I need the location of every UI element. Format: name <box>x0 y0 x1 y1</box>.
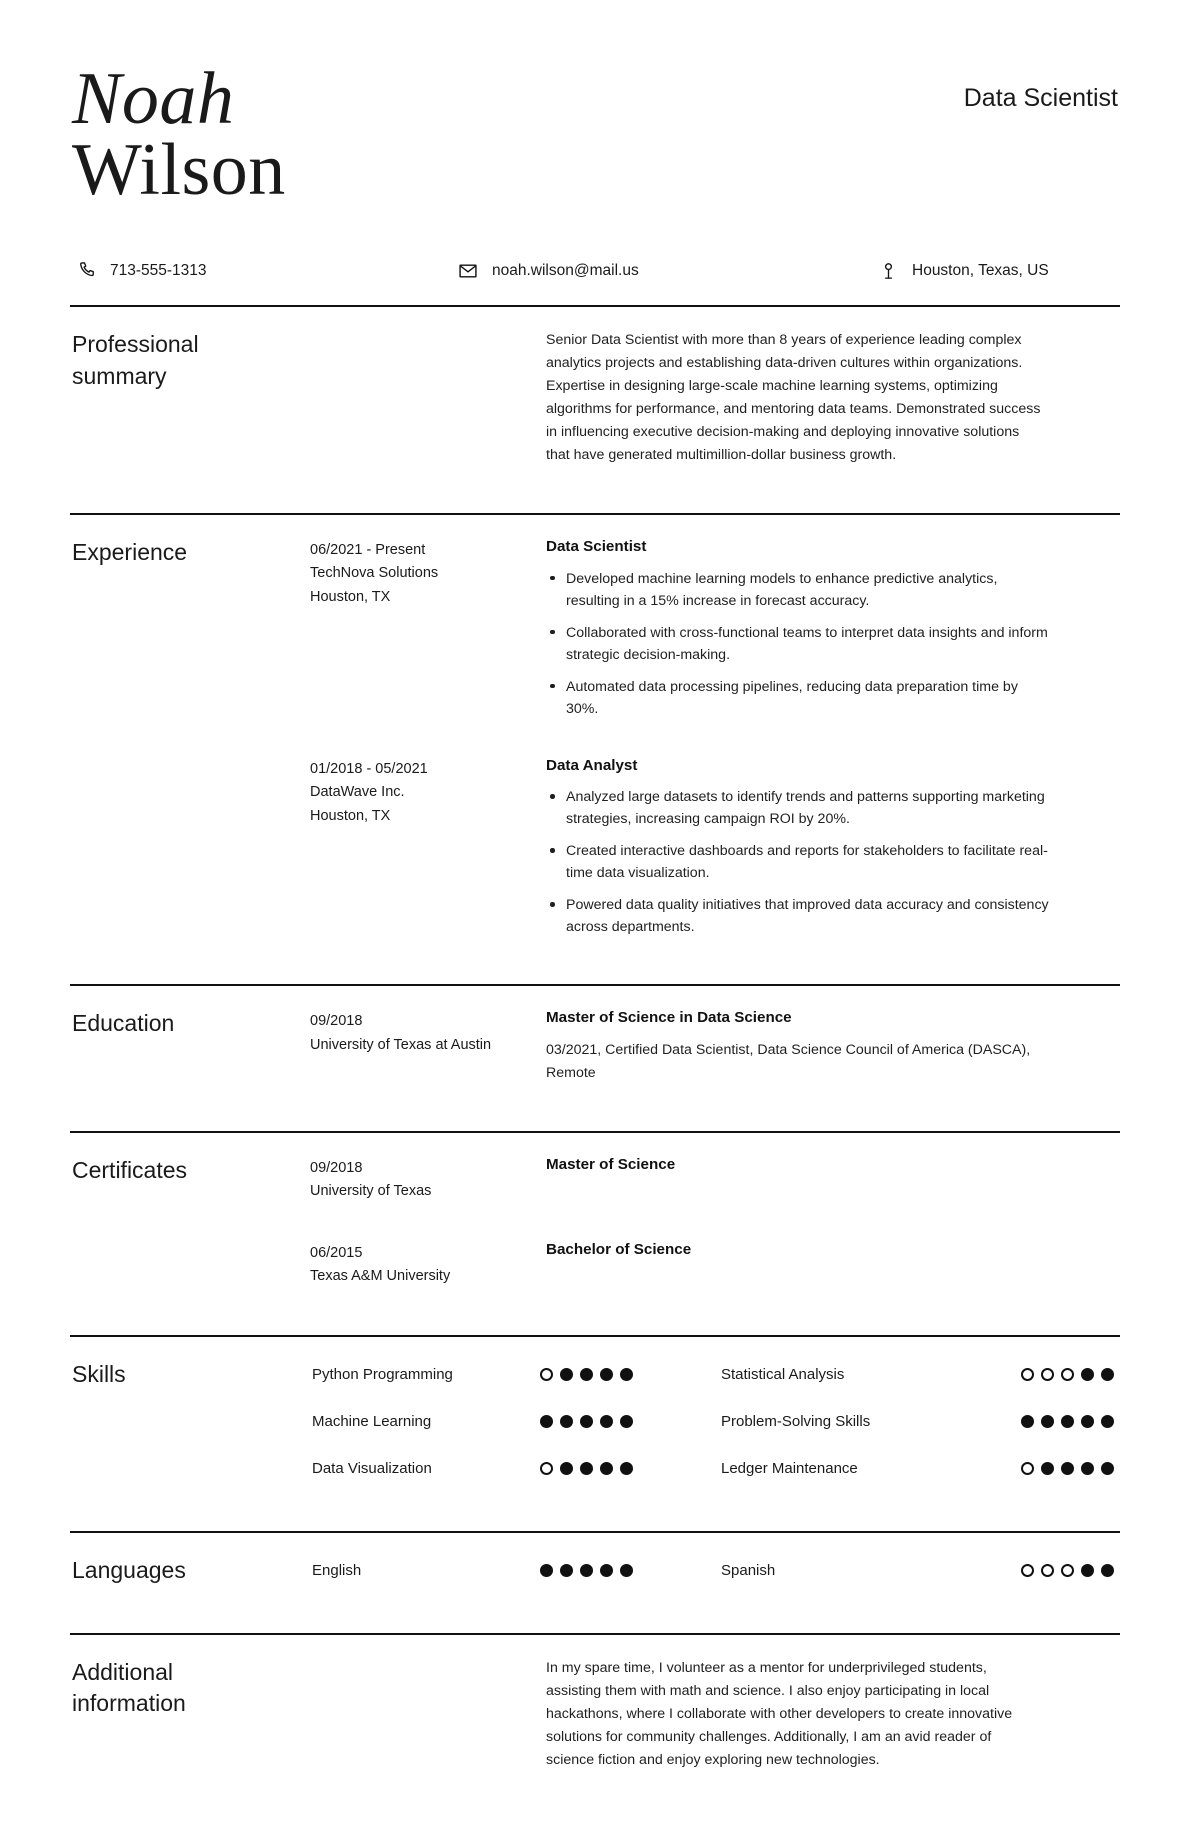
rating-dot-filled <box>560 1415 573 1428</box>
skill-rating <box>540 1462 715 1475</box>
languages-column-right <box>715 1555 1120 1587</box>
certificate-entry <box>310 1240 1120 1289</box>
rating-dot-filled <box>580 1462 593 1475</box>
experience-entry <box>310 756 1120 939</box>
rating-dot-filled <box>1061 1415 1074 1428</box>
rating-dot-filled <box>620 1368 633 1381</box>
skill-row <box>715 1359 1120 1391</box>
languages-column-left <box>310 1555 715 1587</box>
experience-company: DataWave Inc. <box>310 784 405 801</box>
education-degree: Master of Science in Data Science <box>546 1009 792 1027</box>
skill-label: Statistical Analysis <box>721 1366 845 1384</box>
rating-dot-filled <box>580 1415 593 1428</box>
experience-dates: 06/2021 - Present <box>310 541 426 558</box>
language-row <box>310 1555 715 1587</box>
rating-dot-filled <box>1101 1462 1114 1475</box>
skill-row <box>310 1406 715 1438</box>
rating-dot-filled <box>580 1368 593 1381</box>
skill-label: Python Programming <box>312 1366 453 1384</box>
skill-label: Problem-Solving Skills <box>721 1413 871 1431</box>
section-title-education: Education <box>72 1010 175 1037</box>
skill-row <box>715 1406 1120 1438</box>
rating-dot-filled <box>560 1462 573 1475</box>
section-title-languages: Languages <box>72 1556 186 1583</box>
rating-dot-filled <box>560 1564 573 1577</box>
resume-header <box>70 58 1120 212</box>
skills-column-left <box>310 1359 715 1485</box>
rating-dot-empty <box>1061 1368 1074 1381</box>
rating-dot-empty <box>1021 1462 1034 1475</box>
rating-dot-filled <box>600 1462 613 1475</box>
bullet-item: Powered data quality initiatives that improved data accuracy and consistency across departments. <box>546 894 1051 938</box>
experience-entry <box>310 537 1120 720</box>
section-languages <box>70 1533 1120 1609</box>
experience-bullets <box>546 568 1120 720</box>
experience-meta <box>310 537 542 720</box>
last-name: Wilson <box>72 129 286 212</box>
bullet-item: Analyzed large datasets to identify trends and patterns supporting marketing strategies, increasing campaign ROI by 20%. <box>546 786 1051 830</box>
certificate-degree: Master of Science <box>546 1155 676 1173</box>
rating-dot-filled <box>600 1564 613 1577</box>
bullet-item: Collaborated with cross-functional teams to interpret data insights and inform strategic decision-making. <box>546 622 1051 666</box>
certificate-meta <box>310 1240 542 1289</box>
contact-row <box>70 261 1120 281</box>
rating-dot-filled <box>1081 1415 1094 1428</box>
rating-dot-filled <box>1041 1462 1054 1475</box>
additional-title-line2: information <box>72 1690 186 1717</box>
rating-dot-filled <box>620 1564 633 1577</box>
rating-dot-filled <box>1061 1462 1074 1475</box>
language-label: English <box>312 1562 362 1580</box>
language-rating <box>540 1564 715 1577</box>
education-school: University of Texas at Austin <box>310 1036 492 1053</box>
skill-rating <box>1021 1368 1120 1381</box>
rating-dot-filled <box>1041 1415 1054 1428</box>
skill-rating <box>540 1368 715 1381</box>
skills-column-right <box>715 1359 1120 1485</box>
skill-rating <box>540 1415 715 1428</box>
certificate-entry <box>310 1155 1120 1204</box>
phone-icon <box>76 261 96 281</box>
section-title-certificates: Certificates <box>72 1156 188 1183</box>
additional-title-line1: Additional <box>72 1658 174 1685</box>
skill-label: Machine Learning <box>312 1413 432 1431</box>
skill-row <box>310 1359 715 1391</box>
section-experience <box>70 515 1120 961</box>
language-row <box>715 1555 1120 1587</box>
rating-dot-empty <box>1021 1368 1034 1381</box>
rating-dot-filled <box>540 1564 553 1577</box>
summary-meta-spacer <box>310 329 542 331</box>
skill-label: Ledger Maintenance <box>721 1460 858 1478</box>
experience-role: Data Analyst <box>546 756 638 774</box>
job-title: Data Scientist <box>963 84 1118 112</box>
rating-dot-empty <box>1041 1564 1054 1577</box>
experience-bullets <box>546 786 1120 938</box>
education-detail: 03/2021, Certified Data Scientist, Data Science Council of America (DASCA), Remote <box>546 1042 1031 1081</box>
section-title-additional <box>70 1657 310 1772</box>
summary-title-line2: summary <box>72 362 167 389</box>
rating-dot-filled <box>540 1415 553 1428</box>
rating-dot-filled <box>620 1415 633 1428</box>
experience-role: Data Scientist <box>546 537 647 555</box>
contact-phone-value: 713-555-1313 <box>110 261 207 279</box>
additional-meta-spacer <box>310 1657 542 1659</box>
candidate-name <box>72 58 286 212</box>
section-title-summary <box>70 329 310 467</box>
rating-dot-filled <box>1101 1415 1114 1428</box>
location-pin-icon <box>878 261 898 281</box>
certificate-dates: 06/2015 <box>310 1244 363 1261</box>
section-title-skills: Skills <box>72 1360 126 1387</box>
bullet-item: Created interactive dashboards and reports for stakeholders to facilitate real-time data visualization. <box>546 840 1051 884</box>
bullet-item: Developed machine learning models to enhance predictive analytics, resulting in a 15% increase in forecast accuracy. <box>546 568 1051 612</box>
contact-email[interactable] <box>458 261 878 281</box>
certificate-school: Texas A&M University <box>310 1268 451 1285</box>
rating-dot-filled <box>1101 1564 1114 1577</box>
experience-location: Houston, TX <box>310 588 391 605</box>
rating-dot-empty <box>540 1462 553 1475</box>
certificate-dates: 09/2018 <box>310 1159 363 1176</box>
rating-dot-empty <box>1021 1564 1034 1577</box>
additional-text: In my spare time, I volunteer as a mentor for underprivileged students, assisting them with math and science. I also enjoy participating in local hackathons, where I collaborate with other developers to create innovative solutions for community challenges. Additionally, I am an avid reader of science fiction and enjoy exploring new technologies. <box>546 1659 1013 1768</box>
skill-row <box>715 1453 1120 1485</box>
section-skills <box>70 1337 1120 1507</box>
section-title-experience: Experience <box>72 538 188 565</box>
rating-dot-filled <box>620 1462 633 1475</box>
rating-dot-filled <box>1081 1564 1094 1577</box>
contact-location[interactable] <box>878 261 1116 281</box>
section-education <box>70 986 1120 1106</box>
rating-dot-empty <box>1061 1564 1074 1577</box>
certificate-school: University of Texas <box>310 1183 432 1200</box>
rating-dot-filled <box>1081 1368 1094 1381</box>
education-dates: 09/2018 <box>310 1013 363 1030</box>
language-rating <box>1021 1564 1120 1577</box>
summary-text: Senior Data Scientist with more than 8 years of experience leading complex analytics projects and establishing data-driven cultures within organizations. Expertise in designing large-scale machine learning systems, optimizing algorithms for performance, and mentoring data teams. Demonstrated success in influencing executive decision-making and deploying innovative solutions that have generated multimillion-dollar business growth. <box>546 331 1041 463</box>
certificate-degree: Bachelor of Science <box>546 1240 692 1258</box>
rating-dot-filled <box>580 1564 593 1577</box>
skill-label: Data Visualization <box>312 1460 432 1478</box>
rating-dot-filled <box>600 1415 613 1428</box>
section-additional-information <box>70 1635 1120 1794</box>
section-professional-summary <box>70 307 1120 489</box>
rating-dot-filled <box>600 1368 613 1381</box>
experience-company: TechNova Solutions <box>310 565 439 582</box>
rating-dot-empty <box>1041 1368 1054 1381</box>
education-meta <box>310 1008 542 1084</box>
certificate-meta <box>310 1155 542 1204</box>
rating-dot-filled <box>1021 1415 1034 1428</box>
rating-dot-filled <box>560 1368 573 1381</box>
language-label: Spanish <box>721 1562 776 1580</box>
bullet-item: Automated data processing pipelines, reducing data preparation time by 30%. <box>546 676 1051 720</box>
skill-rating <box>1021 1415 1120 1428</box>
rating-dot-filled <box>1081 1462 1094 1475</box>
contact-location-value: Houston, Texas, US <box>912 261 1049 279</box>
envelope-icon <box>458 261 478 281</box>
experience-meta <box>310 756 542 939</box>
section-certificates <box>70 1133 1120 1311</box>
summary-title-line1: Professional <box>72 330 199 357</box>
contact-email-value: noah.wilson@mail.us <box>492 261 639 279</box>
first-name: Noah <box>72 58 235 140</box>
experience-dates: 01/2018 - 05/2021 <box>310 760 428 777</box>
experience-location: Houston, TX <box>310 807 391 824</box>
skill-rating <box>1021 1462 1120 1475</box>
skill-row <box>310 1453 715 1485</box>
rating-dot-filled <box>1101 1368 1114 1381</box>
rating-dot-empty <box>540 1368 553 1381</box>
contact-phone[interactable] <box>76 261 458 281</box>
